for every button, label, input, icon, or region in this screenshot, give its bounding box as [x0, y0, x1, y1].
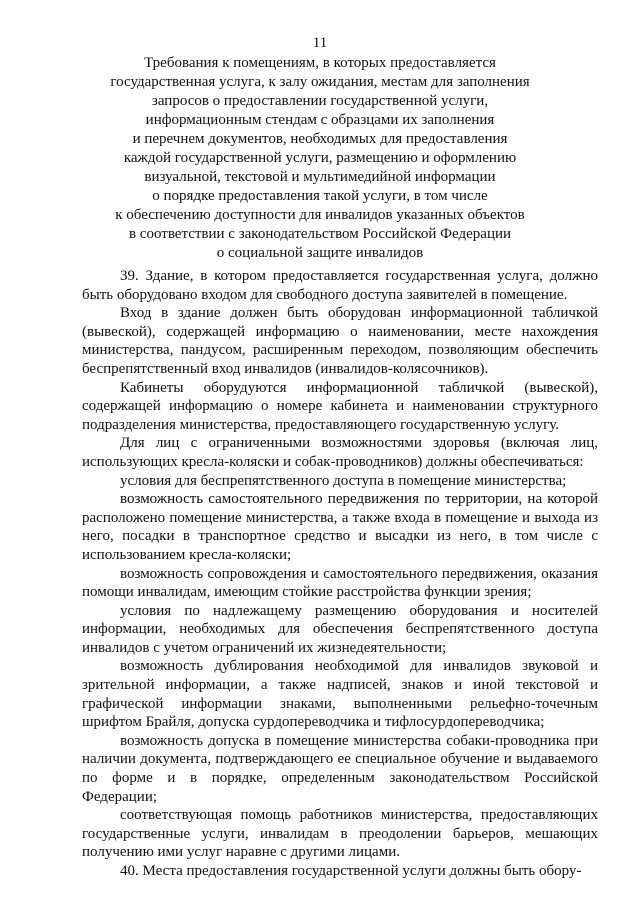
heading-line: к обеспечению доступности для инвалидов указанных объектов	[115, 207, 525, 223]
list-item: возможность самостоятельного передвижения по территории, на которой расположено помещение министерства, а также входа в помещение и выхода из него, посадки в транспортное средство и высадки из него, в том числе с использованием кресла-коляски;	[82, 491, 598, 563]
list-item: возможность дублирования необходимой для инвалидов звуковой и зрительной информации, а также надписей, знаков и иной текстовой и графической информации знаками, выполненными рельефно-точечным шрифтом Брайля, допуска сурдопереводчика и тифлосурдопереводчика;	[82, 658, 598, 731]
section-heading	[60, 54, 580, 263]
paragraph: Для лиц с ограниченными возможностями здоровья (включая лиц, использующих кресла-коляски и собак-проводников) должны обеспечиваться:	[82, 435, 598, 470]
list-item: соответствующая помощь работников министерства, предоставляющих государственные услуги, инвалидам в преодолении барьеров, мешающих получению ими услуг наравне с другими лицами.	[82, 807, 598, 861]
heading-line: в соответствии с законодательством Российской Федерации	[128, 226, 512, 242]
heading-line: и перечнем документов, необходимых для предоставления	[132, 131, 508, 147]
list-item: условия по надлежащему размещению оборудования и носителей информации, необходимых для обеспечения беспрепятственного доступа инвалидов с учетом ограничений их жизнедеятельности;	[82, 602, 598, 656]
list-item: возможность допуска в помещение министерства собаки-проводника при наличии документа, подтверждающего ее специальное обучение и выдаваемого по форме и в порядке, определенным законодательством Российской Федерации;	[82, 732, 598, 805]
heading-line: Требования к помещениям, в которых предоставляется	[144, 55, 496, 71]
list-item: условия для беспрепятственного доступа в помещение министерства;	[120, 472, 567, 489]
paragraph: Вход в здание должен быть оборудован информационной табличкой (вывеской), содержащей информацию о наименовании, месте нахождения министерства, пандусом, расширенным переходом, позволяющим обеспечить беспрепятственный вход инвалидов (инвалидов-колясочников).	[82, 305, 598, 377]
heading-line: о социальной защите инвалидов	[216, 245, 424, 261]
paragraph: 39. Здание, в котором предоставляется государственная услуга, должно быть оборудовано входом для свободного доступа заявителей в помещение.	[82, 268, 598, 303]
heading-line: о порядке предоставления такой услуги, в том числе	[152, 188, 488, 204]
heading-line: информационным стендам с образцами их заполнения	[145, 112, 495, 128]
page-number: 11	[312, 35, 328, 51]
heading-line: каждой государственной услуги, размещению и оформлению	[123, 150, 517, 166]
paragraph: Кабинеты оборудуются информационной табличкой (вывеской), содержащей информацию о номере кабинета и наименовании структурного подразделения министерства, предоставляющего государственную услугу.	[82, 379, 598, 433]
heading-line: визуальной, текстовой и мультимедийной информации	[144, 169, 496, 185]
document-body	[82, 267, 598, 881]
heading-line: запросов о предоставлении государственной услуги,	[151, 93, 489, 109]
heading-line: государственная услуга, к залу ожидания, местам для заполнения	[110, 74, 530, 90]
list-item: возможность сопровождения и самостоятельного передвижения, оказания помощи инвалидам, имеющим стойкие расстройства функции зрения;	[82, 565, 598, 601]
paragraph: 40. Места предоставления государственной услуги должны быть обору-	[120, 863, 582, 879]
